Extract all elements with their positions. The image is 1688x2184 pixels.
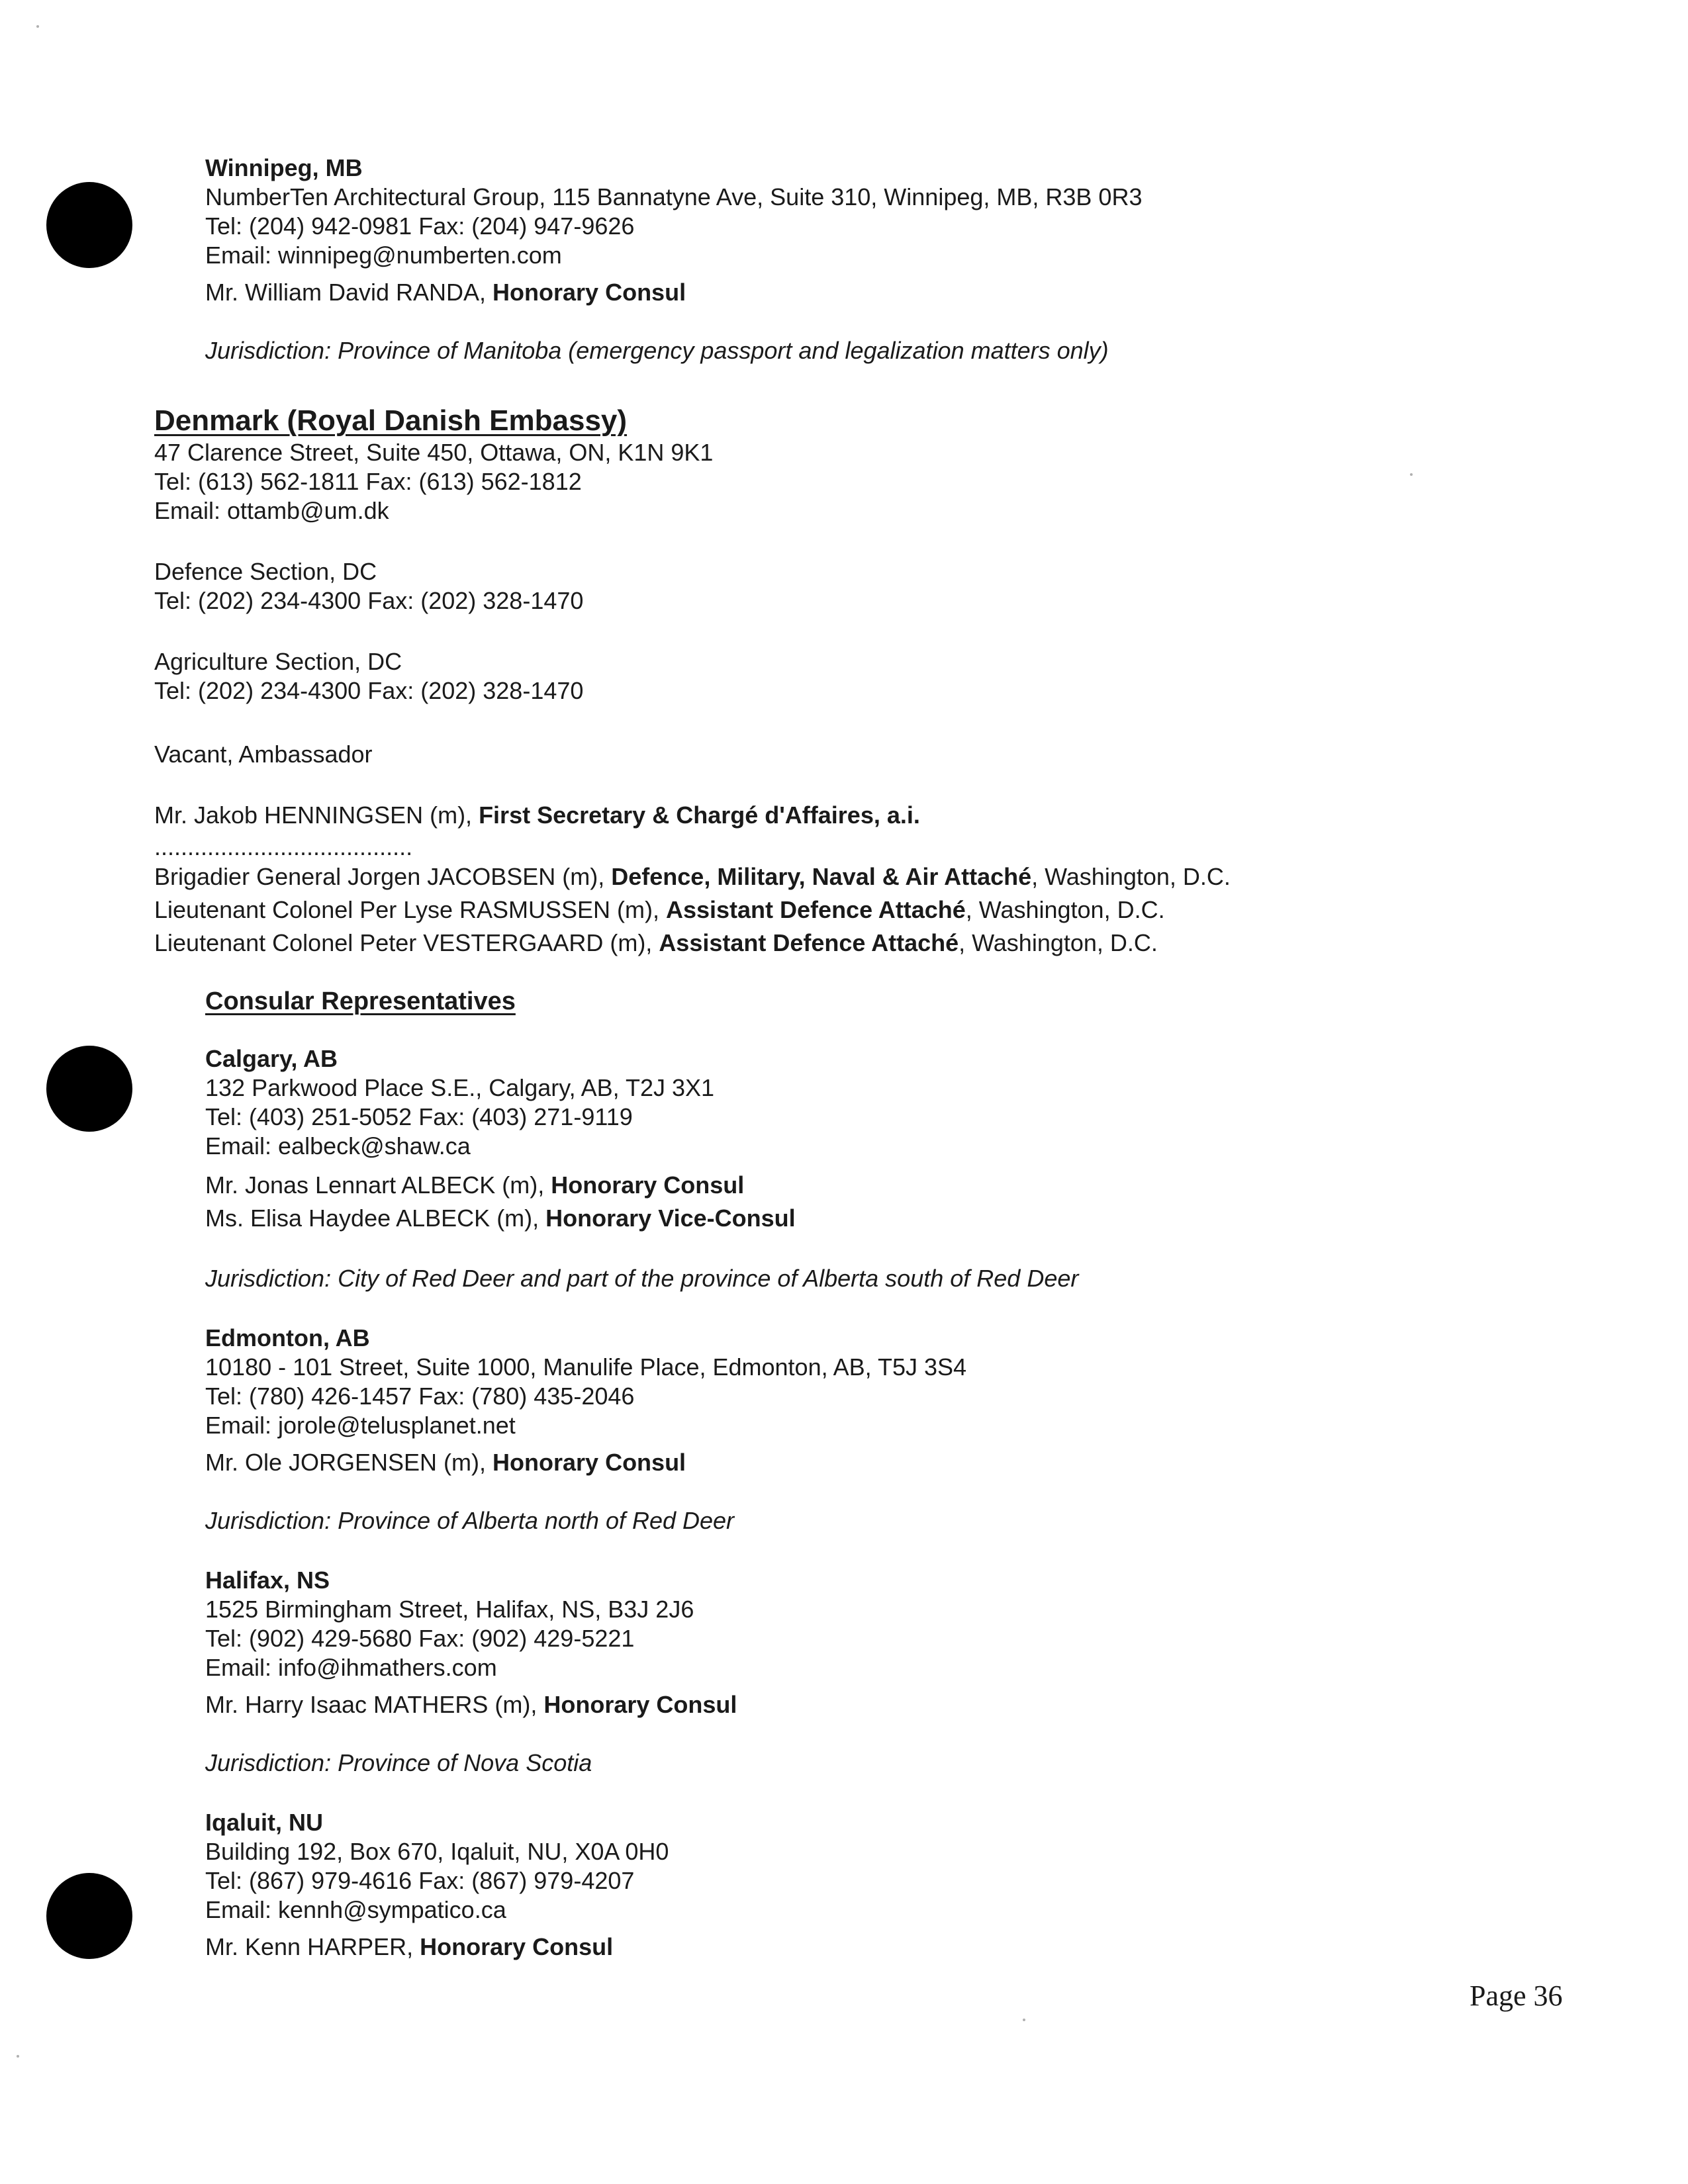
attache-title: Defence, Military, Naval & Air Attaché [611,863,1032,890]
jurisdiction: Jurisdiction: Province of Manitoba (emergency passport and legalization matters only) [205,337,1109,364]
attache-location: , Washington, D.C. [959,929,1158,956]
person-title: Honorary Consul [543,1691,737,1718]
person-name: Mr. Harry Isaac MATHERS (m), [205,1691,544,1718]
denmark-embassy [154,404,1231,960]
jurisdiction: Jurisdiction: Province of Nova Scotia [205,1749,592,1776]
punch-hole-top [46,182,132,268]
ambassador: Vacant, Ambassador [154,741,373,768]
charge-line [154,801,1231,830]
attache-name: Brigadier General Jorgen JACOBSEN (m), [154,863,612,890]
scan-speck [36,25,39,28]
attache-title: Assistant Defence Attaché [665,896,966,923]
person-line [205,1202,1078,1235]
attache-location: , Washington, D.C. [965,896,1165,923]
person-title: Honorary Consul [551,1171,745,1199]
person-title: Honorary Consul [492,1449,686,1476]
scan-speck [1023,2019,1025,2021]
city-name: Iqaluit, NU [205,1809,323,1836]
attache-line [154,927,1231,960]
charge-name: Mr. Jakob HENNINGSEN (m), [154,801,479,829]
edmonton-consulate [205,1324,1078,1535]
email: Email: ealbeck@shaw.ca [205,1132,471,1160]
person-name: Mr. Ole JORGENSEN (m), [205,1449,493,1476]
defence-section-tel-fax: Tel: (202) 234-4300 Fax: (202) 328-1470 [154,587,584,614]
person-line [205,1933,1078,1962]
consular-heading: Consular Representatives [205,987,516,1015]
halifax-consulate [205,1566,1078,1778]
person-name: Ms. Elisa Haydee ALBECK (m), [205,1205,546,1232]
email: Email: info@ihmathers.com [205,1654,497,1681]
email: Email: kennh@sympatico.ca [205,1896,506,1923]
address: NumberTen Architectural Group, 115 Bannatyne Ave, Suite 310, Winnipeg, MB, R3B 0R3 [205,183,1143,210]
agriculture-section-name: Agriculture Section, DC [154,648,402,675]
city-name: Calgary, AB [205,1045,338,1072]
jurisdiction: Jurisdiction: Province of Alberta north of Red Deer [205,1507,735,1534]
email: Email: jorole@telusplanet.net [205,1412,516,1439]
tel-fax: Tel: (204) 942-0981 Fax: (204) 947-9626 [205,212,635,240]
tel-fax: Tel: (867) 979-4616 Fax: (867) 979-4207 [205,1867,635,1894]
charge-title: First Secretary & Chargé d'Affaires, a.i. [479,801,920,829]
iqaluit-consulate [205,1808,1078,1962]
email: Email: winnipeg@numberten.com [205,242,562,269]
agriculture-section-tel-fax: Tel: (202) 234-4300 Fax: (202) 328-1470 [154,677,584,704]
attache-line [154,860,1231,893]
page-number: Page 36 [1470,1979,1563,2012]
separator-dots: ....................................... [154,833,413,860]
person-line [205,1448,1078,1477]
person-line [205,278,1142,307]
attache-line [154,893,1231,927]
punch-hole-middle [46,1046,132,1132]
attache-name: Lieutenant Colonel Peter VESTERGAARD (m), [154,929,659,956]
jurisdiction: Jurisdiction: City of Red Deer and part of the province of Alberta south of Red Deer [205,1265,1079,1292]
person-line [205,1169,1078,1202]
person-name: Mr. Kenn HARPER, [205,1933,420,1960]
calgary-consulate [205,1044,1078,1293]
scan-speck [17,2055,19,2058]
address: Building 192, Box 670, Iqaluit, NU, X0A 0H0 [205,1838,669,1865]
tel-fax: Tel: (902) 429-5680 Fax: (902) 429-5221 [205,1625,635,1652]
defence-section-name: Defence Section, DC [154,558,377,585]
attache-title: Assistant Defence Attaché [659,929,959,956]
tel-fax: Tel: (403) 251-5052 Fax: (403) 271-9119 [205,1103,633,1130]
country-heading: Denmark (Royal Danish Embassy) [154,404,628,437]
city-name: Winnipeg, MB [205,154,363,181]
person-line [205,1690,1078,1719]
address: 1525 Birmingham Street, Halifax, NS, B3J 2J6 [205,1596,694,1623]
person-name: Mr. William David RANDA, [205,279,493,306]
person-name: Mr. Jonas Lennart ALBECK (m), [205,1171,551,1199]
consular-representatives [205,986,1078,1962]
person-title: Honorary Consul [492,279,686,306]
city-name: Edmonton, AB [205,1324,370,1351]
embassy-email: Email: ottamb@um.dk [154,497,389,524]
scan-speck [1410,473,1413,476]
embassy-address: 47 Clarence Street, Suite 450, Ottawa, ON, K1N 9K1 [154,439,714,466]
winnipeg-consulate [205,154,1142,365]
person-title: Honorary Vice-Consul [545,1205,796,1232]
person-title: Honorary Consul [420,1933,614,1960]
address: 10180 - 101 Street, Suite 1000, Manulife Place, Edmonton, AB, T5J 3S4 [205,1353,967,1381]
tel-fax: Tel: (780) 426-1457 Fax: (780) 435-2046 [205,1383,635,1410]
attache-name: Lieutenant Colonel Per Lyse RASMUSSEN (m), [154,896,666,923]
punch-hole-bottom [46,1873,132,1959]
embassy-tel-fax: Tel: (613) 562-1811 Fax: (613) 562-1812 [154,468,582,495]
city-name: Halifax, NS [205,1567,330,1594]
address: 132 Parkwood Place S.E., Calgary, AB, T2J 3X1 [205,1074,715,1101]
attache-location: , Washington, D.C. [1031,863,1231,890]
